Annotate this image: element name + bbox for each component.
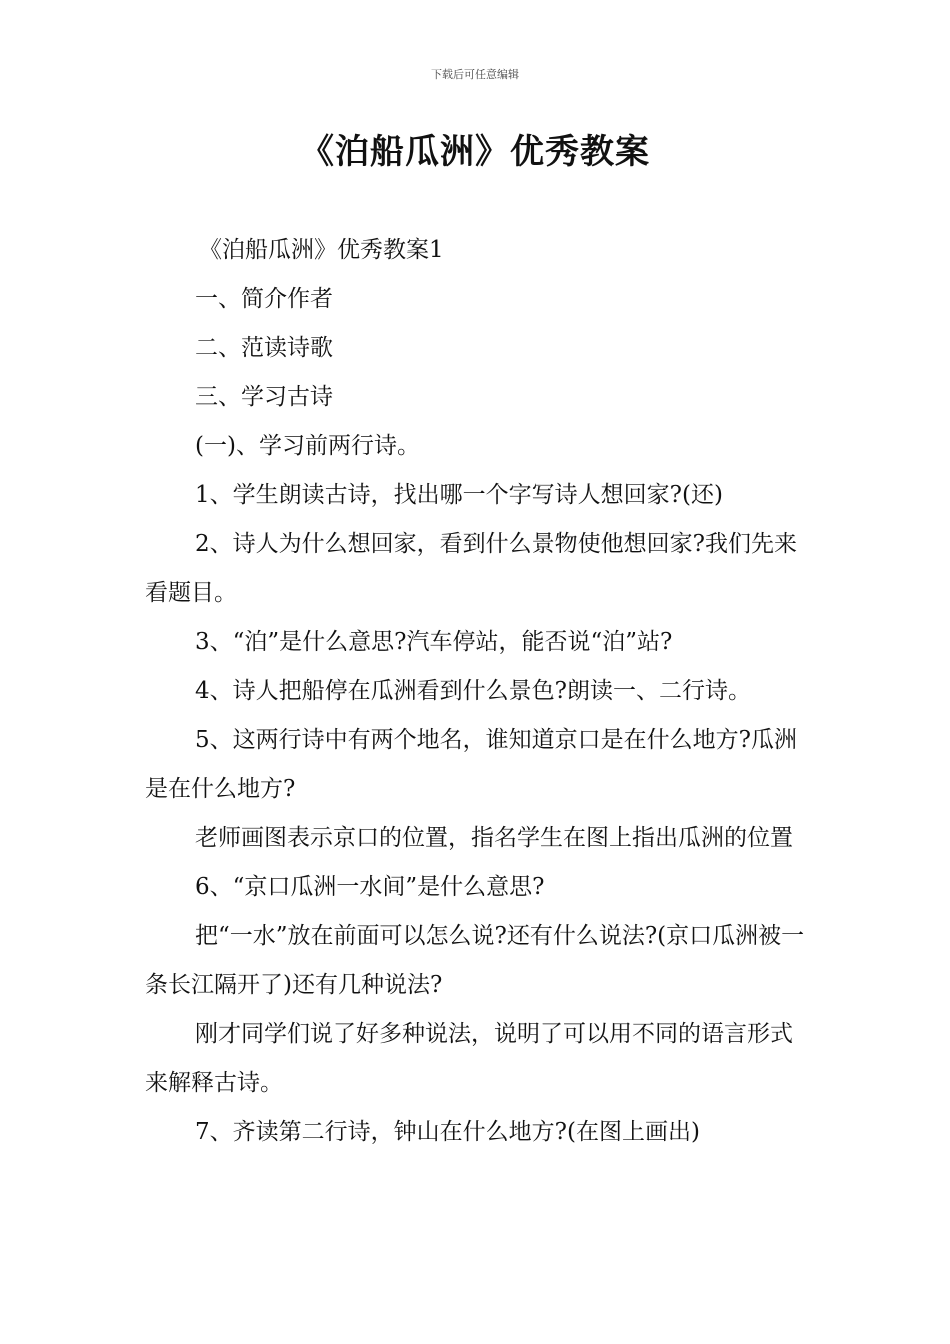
paragraph-step-2: 2、诗人为什么想回家，看到什么景物使他想回家?我们先来看题目。	[145, 531, 797, 606]
paragraph-step-5: 5、这两行诗中有两个地名，谁知道京口是在什么地方?瓜洲是在什么地方?	[145, 727, 797, 802]
paragraph-teacher-note: 老师画图表示京口的位置，指名学生在图上指出瓜洲的位置	[195, 825, 793, 851]
document-body	[145, 226, 810, 1157]
paragraph-summary: 刚才同学们说了好多种说法，说明了可以用不同的语言形式来解释古诗。	[145, 1021, 793, 1096]
paragraph-step-7: 7、齐读第二行诗，钟山在什么地方?(在图上画出)	[195, 1119, 700, 1145]
paragraph-section-1: 一、简介作者	[195, 286, 333, 312]
paragraph-step-3: 3、“泊”是什么意思?汽车停站，能否说“泊”站?	[195, 629, 673, 655]
page-header-note: 下载后可任意编辑	[431, 68, 519, 81]
paragraph-step-6: 6、“京口瓜洲一水间”是什么意思?	[195, 874, 545, 900]
paragraph-section-2: 二、范读诗歌	[195, 335, 333, 361]
paragraph-subsection-1: (一)、学习前两行诗。	[195, 433, 420, 459]
paragraph-section-3: 三、学习古诗	[195, 384, 333, 410]
paragraph-step-1: 1、学生朗读古诗，找出哪一个字写诗人想回家?(还)	[195, 482, 723, 508]
document-title: 《泊船瓜洲》优秀教案	[300, 132, 650, 172]
paragraph-yishui-question: 把“一水”放在前面可以怎么说?还有什么说法?(京口瓜洲被一条长江隔开了)还有几种说法?	[145, 923, 805, 998]
paragraph-subtitle: 《泊船瓜洲》优秀教案1	[199, 237, 444, 263]
paragraph-step-4: 4、诗人把船停在瓜洲看到什么景色?朗读一、二行诗。	[195, 678, 751, 704]
